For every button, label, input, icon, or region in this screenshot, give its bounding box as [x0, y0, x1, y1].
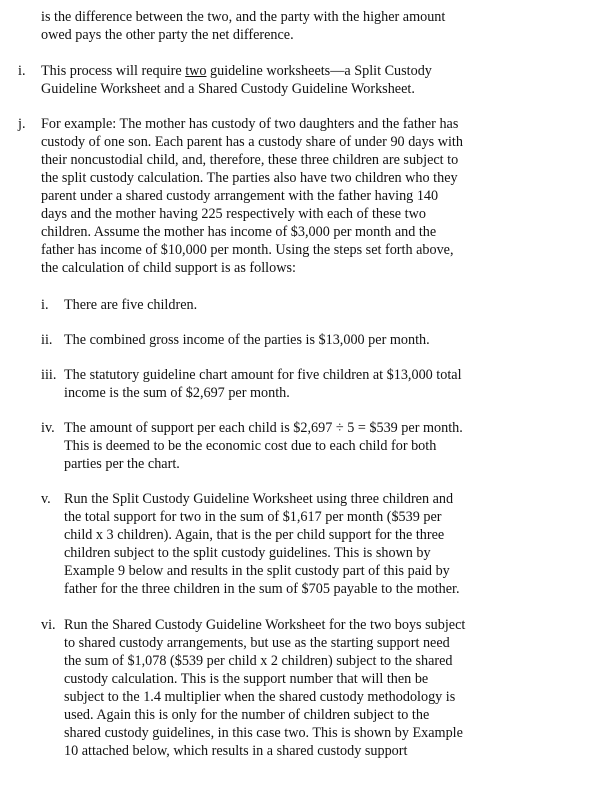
- subitem-line: There are five children.: [64, 297, 198, 313]
- subitem-line: father for the three children in the sum of $705 payable to the mother.: [64, 581, 460, 597]
- subitem-marker: vi.: [41, 617, 56, 633]
- item-j-line: custody of one son. Each parent has a custody share of under 90 days with: [41, 134, 463, 150]
- subitem-line: used. Again this is only for the number of children subject to the: [64, 707, 430, 723]
- subitem-line: 10 attached below, which results in a shared custody support: [64, 743, 408, 759]
- subitem-line: the total support for two in the sum of $1,617 per month ($539 per: [64, 509, 442, 525]
- item-j-line: the calculation of child support is as follows:: [41, 260, 296, 276]
- item-i-line: Guideline Worksheet and a Shared Custody Guideline Worksheet.: [41, 81, 415, 97]
- item-j-line: their noncustodial child, and, therefore, these three children are subject to: [41, 152, 459, 168]
- subitem-marker: ii.: [41, 332, 53, 348]
- underlined-word: two: [185, 63, 207, 79]
- subitem-line: The amount of support per each child is $2,697 ÷ 5 = $539 per month.: [64, 420, 463, 436]
- subitem-marker: v.: [41, 491, 51, 507]
- subitem-line: The statutory guideline chart amount for five children at $13,000 total: [64, 367, 462, 383]
- subitem-line: custody calculation. This is the support number that will then be: [64, 671, 429, 687]
- subitem-marker: iv.: [41, 420, 55, 436]
- item-i-text: guideline worksheets—a Split Custody: [206, 63, 432, 79]
- subitem-line: children subject to the split custody guidelines. This is shown by: [64, 545, 431, 561]
- subitem-line: income is the sum of $2,697 per month.: [64, 385, 290, 401]
- subitem-line: shared custody guidelines, in this case two. This is shown by Example: [64, 725, 463, 741]
- item-j-line: For example: The mother has custody of two daughters and the father has: [41, 116, 459, 132]
- intro-line: is the difference between the two, and the party with the higher amount: [41, 9, 446, 25]
- subitem-line: Run the Split Custody Guideline Worksheet using three children and: [64, 491, 454, 507]
- subitem-line: subject to the 1.4 multiplier when the shared custody methodology is: [64, 689, 456, 705]
- subitem-line: The combined gross income of the parties is $13,000 per month.: [64, 332, 430, 348]
- intro-line: owed pays the other party the net difference.: [41, 27, 294, 43]
- subitem-line: to shared custody arrangements, but use as the starting support need: [64, 635, 450, 651]
- item-i-marker: i.: [18, 63, 26, 79]
- item-j-line: the split custody calculation. The parties also have two children who they: [41, 170, 458, 186]
- subitem-line: child x 3 children). Again, that is the per child support for the three: [64, 527, 445, 543]
- item-j-line: father has income of $10,000 per month. Using the steps set forth above,: [41, 242, 454, 258]
- subitem-line: This is deemed to be the economic cost due to each child for both: [64, 438, 437, 454]
- subitem-line: parties per the chart.: [64, 456, 180, 472]
- item-i-line: [41, 62, 432, 80]
- subitem-line: the sum of $1,078 ($539 per child x 2 children) subject to the shared: [64, 653, 453, 669]
- subitem-line: Example 9 below and results in the split custody part of this paid by: [64, 563, 450, 579]
- subitem-marker: iii.: [41, 367, 57, 383]
- subitem-line: Run the Shared Custody Guideline Worksheet for the two boys subject: [64, 617, 466, 633]
- item-j-marker: j.: [18, 116, 26, 132]
- item-j-line: children. Assume the mother has income of $3,000 per month and the: [41, 224, 437, 240]
- subitem-marker: i.: [41, 297, 49, 313]
- item-i-text: This process will require: [41, 63, 186, 79]
- item-j-line: parent under a shared custody arrangement with the father having 140: [41, 188, 439, 204]
- item-j-line: days and the mother having 225 respectively with each of these two: [41, 206, 426, 222]
